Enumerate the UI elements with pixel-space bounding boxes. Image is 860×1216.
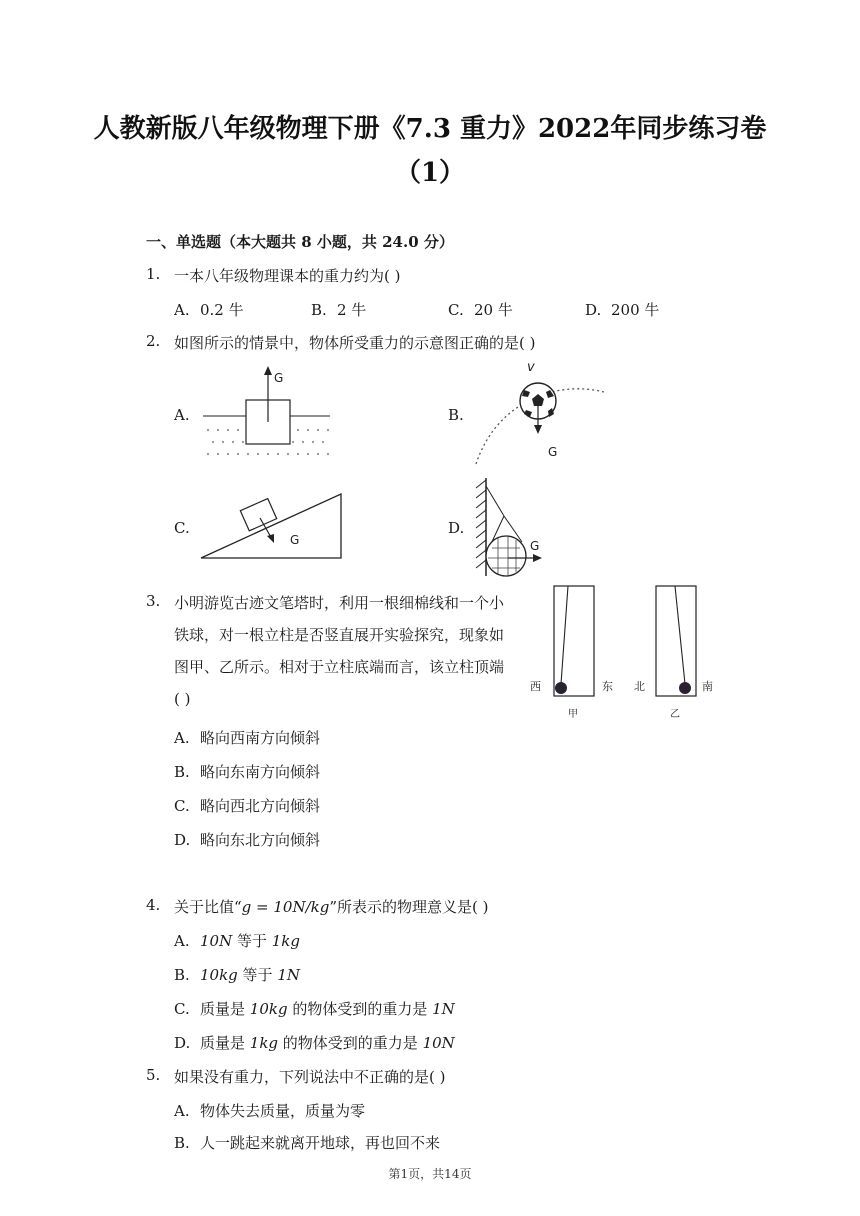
question-text-post: ”所表示的物理意义是( ) [329, 898, 489, 916]
option-a [174, 406, 190, 424]
option-c [174, 519, 190, 537]
document-title-line2: （1） [394, 158, 466, 188]
figure-plumb-line-pillars [528, 584, 728, 724]
force-label-g: G [274, 371, 284, 385]
option-label: B. [174, 763, 190, 781]
math-value: 1N [277, 966, 300, 984]
question-number: 4. [146, 896, 161, 914]
option-text: 的物体受到的重力是 [287, 1000, 433, 1018]
direction-south-label: 南 [702, 680, 713, 693]
option-a [174, 299, 244, 320]
option-text: 200 牛 [611, 301, 660, 319]
math-value: 1kg [249, 1034, 279, 1052]
option-text: 质量是 [200, 1000, 250, 1018]
math-value: 1N [432, 1000, 455, 1018]
option-label: D. [174, 831, 191, 849]
option-text: 质量是 [200, 1034, 250, 1052]
math-value: 1kg [271, 932, 301, 950]
option-label: C. [448, 301, 464, 319]
figure-d-ball-in-net [472, 476, 572, 580]
option-b [174, 761, 320, 782]
question-text [174, 896, 489, 917]
option-text: 的物体受到的重力是 [278, 1034, 423, 1052]
option-text: 略向西北方向倾斜 [200, 797, 321, 815]
option-c [174, 795, 320, 816]
math-expression: g = 10N/kg [241, 898, 330, 916]
option-label: B. [174, 966, 190, 984]
option-label: B. [311, 301, 327, 319]
option-d [585, 299, 659, 320]
question-text: 如果没有重力，下列说法中不正确的是( ) [174, 1068, 446, 1086]
option-label: D. [448, 519, 465, 537]
option-text: 人一跳起来就离开地球，再也回不来 [200, 1134, 441, 1152]
option-a [174, 930, 300, 951]
option-text: 略向东南方向倾斜 [200, 763, 321, 781]
question-number: 1. [146, 265, 161, 283]
question-text: 一本八年级物理课本的重力约为( ) [174, 267, 401, 285]
option-label: B. [448, 406, 464, 424]
option-label: B. [174, 1134, 190, 1152]
math-value: 10N [200, 932, 233, 950]
option-text: 2 牛 [337, 301, 367, 319]
section-heading: 一、单选题（本大题共 8 小题，共 24.0 分） [146, 233, 454, 251]
question-text-pre: 关于比值“ [174, 898, 242, 916]
option-b [311, 299, 366, 320]
option-text: 略向西南方向倾斜 [200, 729, 321, 747]
figure-c-block-on-incline [198, 490, 348, 562]
option-label: D. [585, 301, 602, 319]
option-label: A. [174, 1102, 190, 1120]
math-value: 10kg [249, 1000, 288, 1018]
direction-east-label: 东 [602, 680, 613, 693]
direction-north-label: 北 [634, 680, 645, 693]
option-text: 20 牛 [474, 301, 513, 319]
figure-b-soccer-ball [472, 356, 612, 468]
option-label: A. [174, 932, 190, 950]
option-label: A. [174, 301, 190, 319]
direction-west-label: 西 [530, 680, 541, 693]
question-text-line: ( ) [174, 690, 191, 708]
option-d [174, 1032, 455, 1053]
figure-jia-label: 甲 [568, 709, 578, 720]
question-text-line: 小明游览古迹文笔塔时，利用一根细棉线和一个小 [174, 594, 505, 612]
option-a [174, 727, 320, 748]
question-number: 3. [146, 592, 161, 610]
question-text: 如图所示的情景中，物体所受重力的示意图正确的是( ) [174, 334, 536, 352]
question-text-line: 图甲、乙所示。相对于立柱底端而言，该立柱顶端 [174, 658, 505, 676]
option-text: 略向东北方向倾斜 [200, 831, 321, 849]
option-label: D. [174, 1034, 191, 1052]
math-value: 10kg [200, 966, 238, 984]
document-title: 人教新版八年级物理下册《7.3 重力》2022年同步练习卷 [93, 114, 767, 144]
page-footer: 第1页，共14页 [388, 1167, 472, 1181]
question-number: 5. [146, 1066, 161, 1084]
option-c [448, 299, 513, 320]
option-text: 物体失去质量，质量为零 [200, 1102, 366, 1120]
figure-yi-label: 乙 [670, 709, 680, 720]
option-a [174, 1100, 365, 1121]
question-number: 2. [146, 332, 161, 350]
option-label: C. [174, 1000, 190, 1018]
option-text: 等于 [232, 932, 272, 950]
option-label: C. [174, 519, 190, 537]
option-d [448, 519, 464, 537]
math-value: 10N [422, 1034, 455, 1052]
force-label-g: G [548, 445, 558, 459]
question-text-line: 铁球，对一根立柱是否竖直展开实验探究，现象如 [174, 626, 505, 644]
option-text: 0.2 牛 [200, 301, 244, 319]
option-b [174, 964, 300, 985]
option-b [448, 406, 464, 424]
option-label: A. [174, 729, 190, 747]
option-d [174, 829, 320, 850]
option-label: A. [174, 406, 190, 424]
force-label-g: G [530, 539, 540, 553]
option-label: C. [174, 797, 190, 815]
figure-a-block-in-liquid [198, 364, 338, 468]
option-b [174, 1132, 440, 1153]
velocity-label: v [527, 360, 535, 375]
force-label-g: G [290, 533, 300, 547]
option-text: 等于 [237, 966, 278, 984]
option-c [174, 998, 455, 1019]
